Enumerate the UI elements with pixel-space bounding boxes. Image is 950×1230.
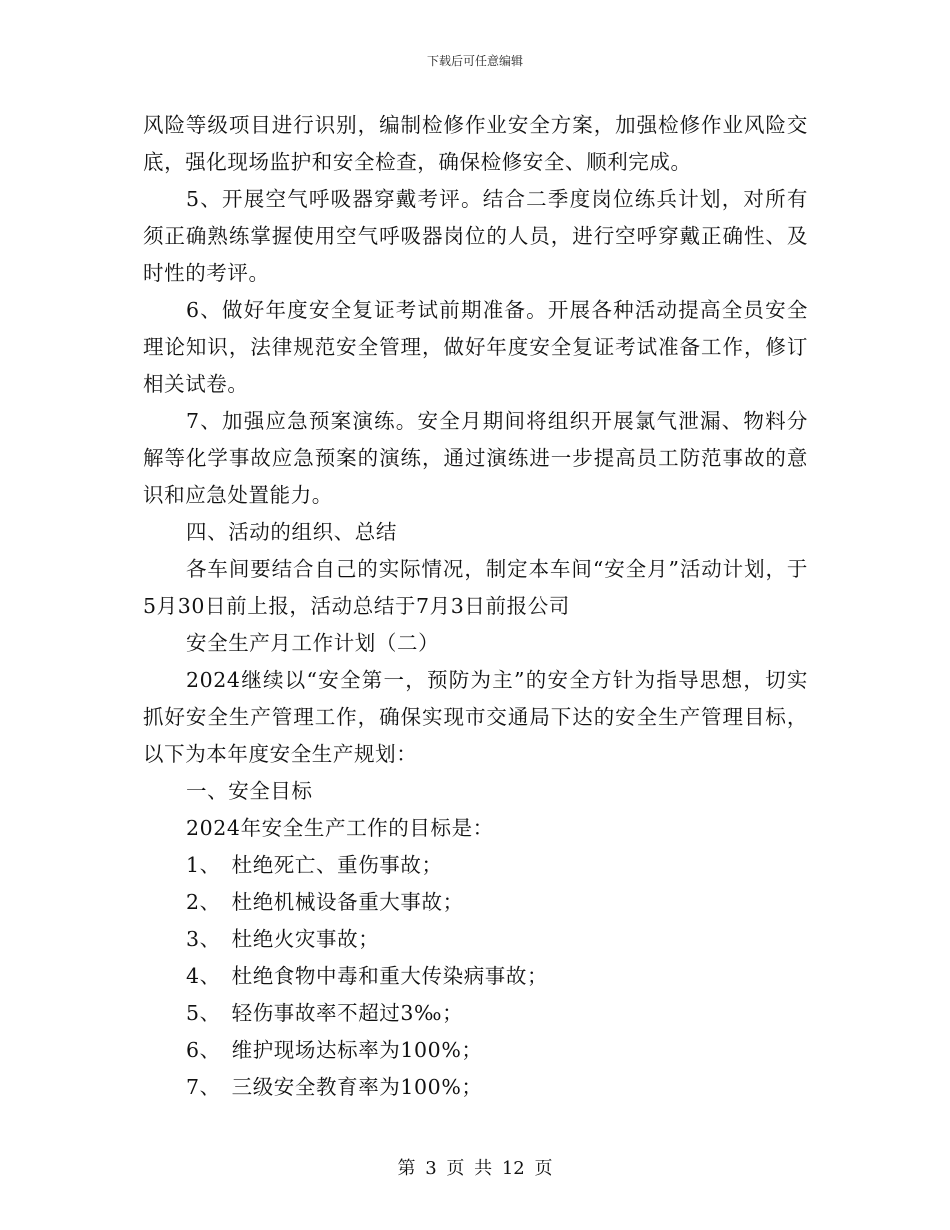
- page-footer: 第 3 页 共 12 页: [397, 1158, 553, 1179]
- page-header: 下载后可任意编辑: [426, 54, 523, 68]
- list-item: 7、 三级安全教育率为100%；: [186, 1075, 483, 1099]
- list-item: 2、 杜绝机械设备重大事故；: [186, 890, 464, 914]
- list-item: 5、 轻伤事故率不超过3‰；: [186, 1001, 464, 1025]
- paragraph: 风险等级项目进行识别，编制检修作业安全方案，加强检修作业风险交底，强化现场监护和安全检查，确保检修安全、顺利完成。: [143, 113, 808, 174]
- section-heading: 四、活动的组织、总结: [186, 520, 397, 544]
- list-item: 3、 杜绝火灾事故；: [186, 927, 380, 951]
- document-body: [143, 107, 808, 1106]
- section-heading: 一、安全目标: [186, 779, 313, 803]
- paragraph: 各车间要结合自己的实际情况，制定本车间“安全月”活动计划，于5月30日前上报，活动总结于7月3日前报公司: [143, 557, 808, 618]
- paragraph: 7、加强应急预案演练。安全月期间将组织开展氯气泄漏、物料分解等化学事故应急预案的演练，通过演练进一步提高员工防范事故的意识和应急处置能力。: [143, 409, 808, 507]
- list-item: 6、 维护现场达标率为100%；: [186, 1038, 483, 1062]
- paragraph: 2024继续以“安全第一，预防为主”的安全方针为指导思想，切实抓好安全生产管理工作，确保实现市交通局下达的安全生产管理目标，以下为本年度安全生产规划：: [143, 668, 808, 766]
- document-subtitle: 安全生产月工作计划（二）: [186, 631, 440, 655]
- paragraph: 2024年安全生产工作的目标是：: [186, 816, 494, 840]
- list-item: 4、 杜绝食物中毒和重大传染病事故；: [186, 964, 549, 988]
- paragraph: 5、开展空气呼吸器穿戴考评。结合二季度岗位练兵计划，对所有须正确熟练掌握使用空气呼吸器岗位的人员，进行空呼穿戴正确性、及时性的考评。: [143, 187, 808, 285]
- paragraph: 6、做好年度安全复证考试前期准备。开展各种活动提高全员安全理论知识，法律规范安全管理，做好年度安全复证考试准备工作，修订相关试卷。: [143, 298, 808, 396]
- list-item: 1、 杜绝死亡、重伤事故；: [186, 853, 443, 877]
